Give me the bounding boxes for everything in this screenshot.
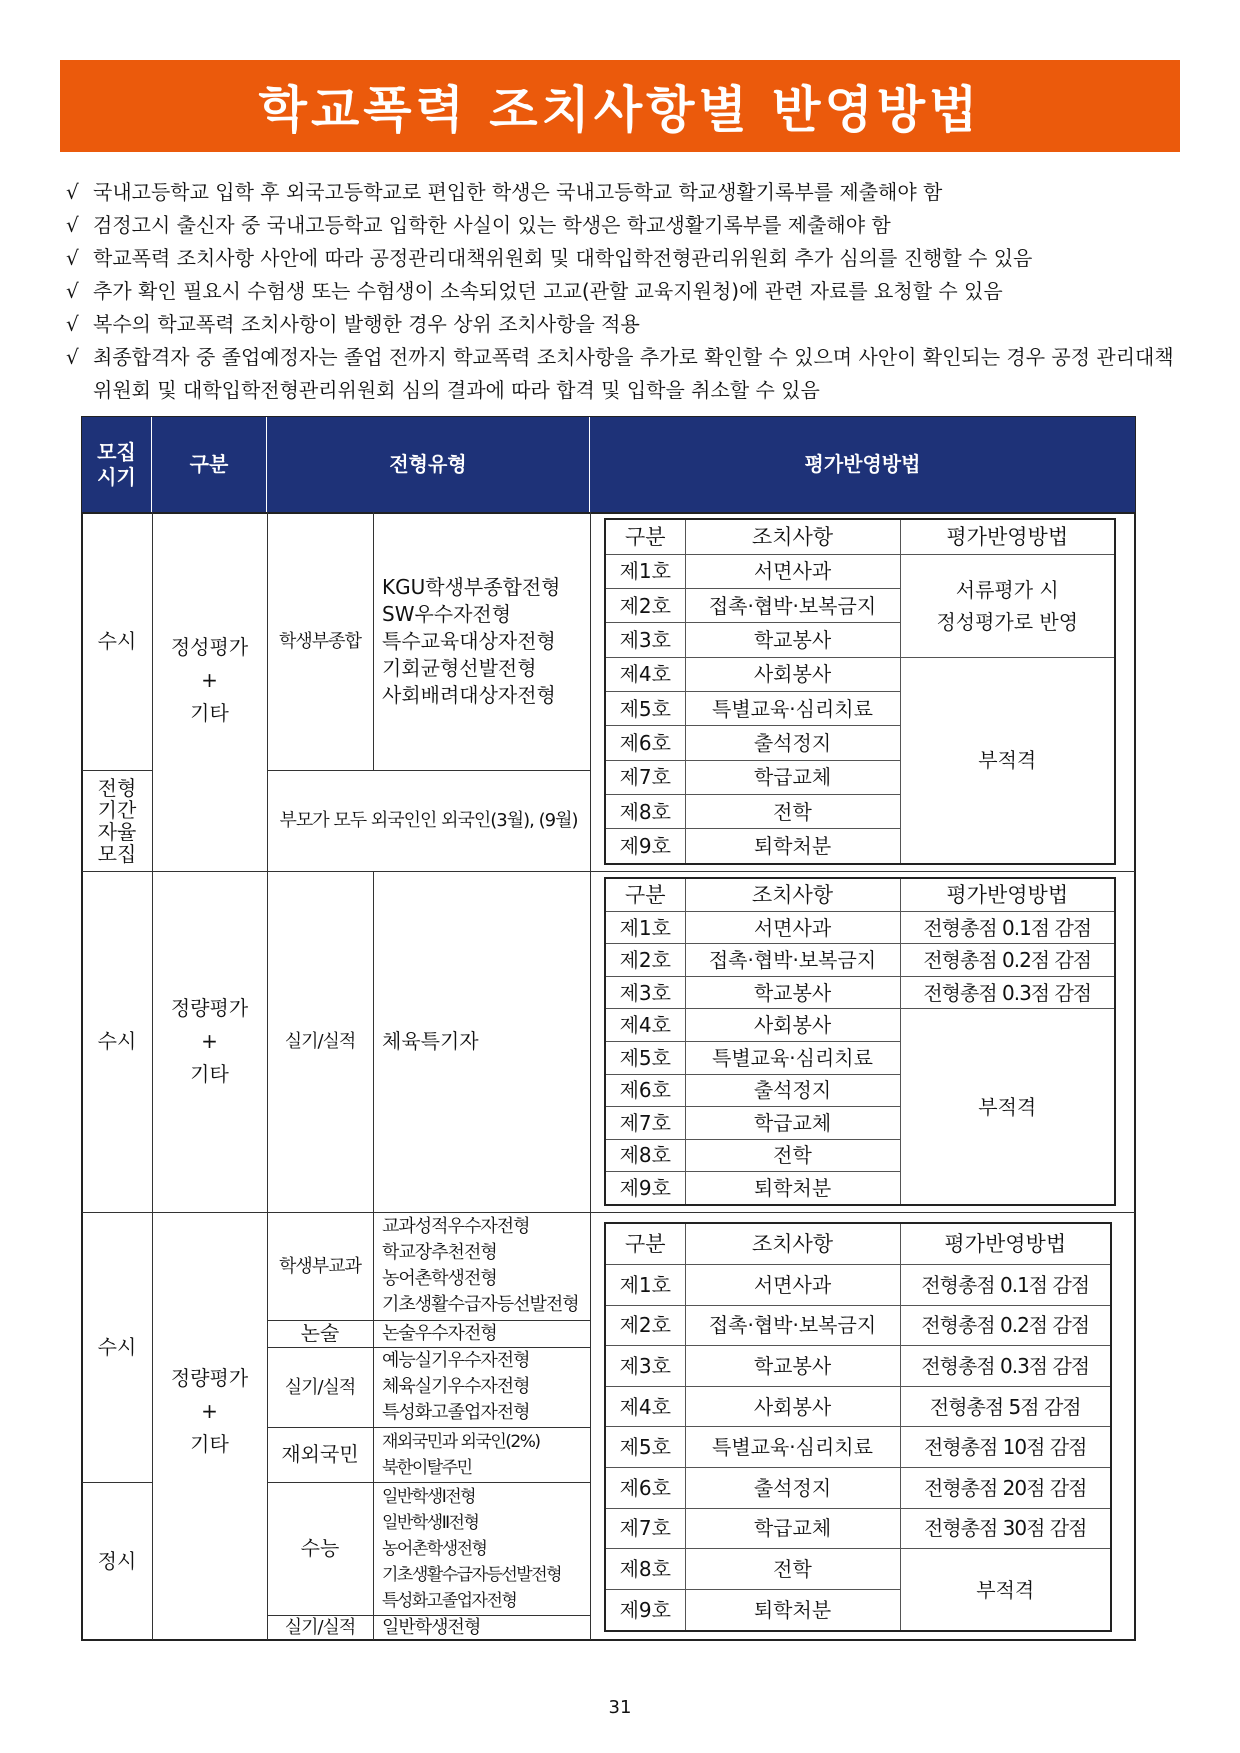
measure-cell: 전학 <box>685 1549 900 1590</box>
sec2-category: 정량평가 + 기타 <box>170 996 249 1086</box>
code-cell: 제3호 <box>605 976 685 1009</box>
sec3-type-programs: 논술우수자전형 <box>382 1323 497 1344</box>
method-cell: 전형총점 10점 감점 <box>900 1427 1111 1468</box>
page-number: 31 <box>608 1697 632 1718</box>
measure-cell: 특별교육·심리치료 <box>685 1041 900 1074</box>
inner-header-cell: 구분 <box>605 878 685 911</box>
sec3-type-name: 학생부교과 <box>279 1255 361 1277</box>
method-cell: 전형총점 30점 감점 <box>900 1508 1111 1549</box>
code-cell: 제7호 <box>605 760 685 794</box>
measure-cell: 접촉·협박·보복금지 <box>685 944 900 977</box>
code-cell: 제1호 <box>605 1265 685 1306</box>
note-text: 추가 확인 필요시 수험생 또는 수험생이 소속되었던 고교(관할 교육지원청)에 관련 자료를 요청할 수 있음 <box>93 279 1003 303</box>
method-cell: 부적격 <box>900 657 1115 864</box>
sec3-category: 정량평가 + 기타 <box>170 1365 249 1456</box>
measure-cell: 서면사과 <box>685 911 900 944</box>
code-cell: 제5호 <box>605 691 685 725</box>
measure-cell: 퇴학처분 <box>685 1589 900 1631</box>
page-title: 학교폭력 조치사항별 반영방법 <box>258 81 982 139</box>
note-text: 복수의 학교폭력 조치사항이 발행한 경우 상위 조치사항을 적용 <box>93 312 640 336</box>
check-mark-icon: √ <box>66 312 79 336</box>
code-cell: 제9호 <box>605 1589 685 1631</box>
code-cell: 제6호 <box>605 1468 685 1509</box>
sec1-foreign: 부모가 모두 외국인인 외국인(3월), (9월) <box>279 810 578 831</box>
code-cell: 제4호 <box>605 657 685 691</box>
sec2-program: 체육특기자 <box>382 1029 479 1053</box>
measure-cell: 학급교체 <box>685 1107 900 1140</box>
code-cell: 제7호 <box>605 1107 685 1140</box>
code-cell: 제3호 <box>605 1346 685 1387</box>
sec3-type-name: 실기/실적 <box>284 1376 356 1398</box>
measure-cell: 사회봉사 <box>685 1386 900 1427</box>
code-cell: 제5호 <box>605 1041 685 1074</box>
method-cell: 전형총점 0.3점 감점 <box>900 976 1115 1009</box>
measure-cell: 퇴학처분 <box>685 829 900 864</box>
code-cell: 제6호 <box>605 726 685 760</box>
sec1-period-susi: 수시 <box>97 628 137 653</box>
code-cell: 제3호 <box>605 623 685 657</box>
measure-cell: 학교봉사 <box>685 1346 900 1387</box>
measure-cell: 사회봉사 <box>685 657 900 691</box>
note-text: 검정고시 출신자 중 국내고등학교 입학한 사실이 있는 학생은 학교생활기록부를 제출해야 함 <box>93 213 891 237</box>
code-cell: 제4호 <box>605 1009 685 1042</box>
method-cell: 부적격 <box>900 1549 1111 1631</box>
code-cell: 제8호 <box>605 795 685 829</box>
sec1-inner-table <box>604 518 1116 865</box>
sec3-type-name: 실기/실적 <box>284 1617 356 1638</box>
code-cell: 제2호 <box>605 944 685 977</box>
header-type: 전형유형 <box>267 417 590 512</box>
header-method: 평가반영방법 <box>590 417 1135 512</box>
inner-header-cell: 구분 <box>605 519 685 554</box>
measure-cell: 서면사과 <box>685 554 900 588</box>
inner-header-cell: 조치사항 <box>685 878 900 911</box>
code-cell: 제2호 <box>605 588 685 622</box>
note-item <box>66 275 1186 308</box>
sec2-period: 수시 <box>97 1029 137 1053</box>
measure-cell: 사회봉사 <box>685 1009 900 1042</box>
method-cell: 전형총점 20점 감점 <box>900 1468 1111 1509</box>
sec3-type-programs: 재외국민과 외국인(2%) 북한이탈주민 <box>382 1431 540 1478</box>
check-mark-icon: √ <box>66 345 79 369</box>
code-cell: 제9호 <box>605 829 685 864</box>
inner-header-cell: 구분 <box>605 1223 685 1265</box>
sec2-inner-table <box>604 877 1116 1206</box>
measure-cell: 서면사과 <box>685 1265 900 1306</box>
method-cell: 전형총점 0.1점 감점 <box>900 911 1115 944</box>
code-cell: 제6호 <box>605 1074 685 1107</box>
sec1-programs: KGU학생부종합전형 SW우수자전형 특수교육대상자전형 기회균형선발전형 사회배려대상자전형 <box>382 574 561 707</box>
sec3-period-susi: 수시 <box>97 1334 137 1359</box>
sec1-category: 정성평가 + 기타 <box>170 634 249 725</box>
method-cell: 서류평가 시 정성평가로 반영 <box>900 554 1115 657</box>
sec1-type-main: 학생부종합 <box>279 630 361 652</box>
method-cell: 전형총점 0.1점 감점 <box>900 1265 1111 1306</box>
measure-cell: 학교봉사 <box>685 623 900 657</box>
note-text: 국내고등학교 입학 후 외국고등학교로 편입한 학생은 국내고등학교 학교생활기록부를 제출해야 함 <box>93 180 943 204</box>
inner-header-cell: 평가반영방법 <box>900 878 1115 911</box>
sec1-period-special: 전형 기간 자율 모집 <box>97 775 137 866</box>
measure-cell: 접촉·협박·보복금지 <box>685 1305 900 1346</box>
code-cell: 제8호 <box>605 1139 685 1172</box>
code-cell: 제7호 <box>605 1508 685 1549</box>
measure-cell: 출석정지 <box>685 726 900 760</box>
measure-cell: 출석정지 <box>685 1074 900 1107</box>
method-cell: 부적격 <box>900 1009 1115 1205</box>
sec3-type-programs: 교과성적우수자전형 학교장추천전형 농어촌학생전형 기초생활수급자등선발전형 <box>382 1216 579 1315</box>
sec3-type-name: 수능 <box>300 1536 340 1560</box>
sec3-period-jeongsi: 정시 <box>97 1548 137 1573</box>
header-category: 구분 <box>152 417 267 512</box>
sec2-type-main: 실기/실적 <box>284 1031 356 1052</box>
code-cell: 제4호 <box>605 1386 685 1427</box>
check-mark-icon: √ <box>66 213 79 237</box>
code-cell: 제1호 <box>605 911 685 944</box>
check-mark-icon: √ <box>66 246 79 270</box>
method-cell: 전형총점 5점 감점 <box>900 1386 1111 1427</box>
code-cell: 제9호 <box>605 1172 685 1205</box>
note-item <box>66 308 1186 341</box>
sec3-inner-table <box>604 1222 1112 1632</box>
check-mark-icon: √ <box>66 180 79 204</box>
method-cell: 전형총점 0.2점 감점 <box>900 1305 1111 1346</box>
note-text: 최종합격자 중 졸업예정자는 졸업 전까지 학교폭력 조치사항을 추가로 확인할 수 있으며 사안이 확인되는 경우 공정 관리대책위원회 및 대학입학전형관리위원회 심의 결과에 따라 합격 및 입학을 취소할 수 있음 <box>93 345 1174 402</box>
code-cell: 제2호 <box>605 1305 685 1346</box>
measure-cell: 학교봉사 <box>685 976 900 1009</box>
measure-cell: 학급교체 <box>685 1508 900 1549</box>
measure-cell: 접촉·협박·보복금지 <box>685 588 900 622</box>
inner-header-cell: 조치사항 <box>685 519 900 554</box>
notes-list <box>66 176 1186 407</box>
measure-cell: 퇴학처분 <box>685 1172 900 1205</box>
sec3-type-programs: 일반학생전형 <box>382 1617 481 1638</box>
sec3-type-name: 논술 <box>300 1321 340 1345</box>
method-cell: 전형총점 0.3점 감점 <box>900 1346 1111 1387</box>
inner-header-cell: 조치사항 <box>685 1223 900 1265</box>
inner-header-cell: 평가반영방법 <box>900 519 1115 554</box>
measure-cell: 학급교체 <box>685 760 900 794</box>
title-banner <box>60 60 1180 152</box>
note-item <box>66 242 1186 275</box>
sec3-type-name: 재외국민 <box>281 1442 359 1466</box>
measure-cell: 특별교육·심리치료 <box>685 691 900 725</box>
measure-cell: 특별교육·심리치료 <box>685 1427 900 1468</box>
code-cell: 제1호 <box>605 554 685 588</box>
note-text: 학교폭력 조치사항 사안에 따라 공정관리대책위원회 및 대학입학전형관리위원회 추가 심의를 진행할 수 있음 <box>93 246 1033 270</box>
measure-cell: 출석정지 <box>685 1468 900 1509</box>
note-item <box>66 341 1186 407</box>
note-item <box>66 176 1186 209</box>
inner-header-cell: 평가반영방법 <box>900 1223 1111 1265</box>
code-cell: 제8호 <box>605 1549 685 1590</box>
method-cell: 전형총점 0.2점 감점 <box>900 944 1115 977</box>
header-period: 모집 시기 <box>82 417 152 512</box>
note-item <box>66 209 1186 242</box>
measure-cell: 전학 <box>685 1139 900 1172</box>
measure-cell: 전학 <box>685 795 900 829</box>
sec3-type-programs: 예능실기우수자전형 체육실기우수자전형 특성화고졸업자전형 <box>382 1350 530 1423</box>
check-mark-icon: √ <box>66 279 79 303</box>
sec3-type-programs: 일반학생Ⅰ전형 일반학생Ⅱ전형 농어촌학생전형 기초생활수급자등선발전형 특성화고졸업자전형 <box>382 1486 562 1611</box>
code-cell: 제5호 <box>605 1427 685 1468</box>
